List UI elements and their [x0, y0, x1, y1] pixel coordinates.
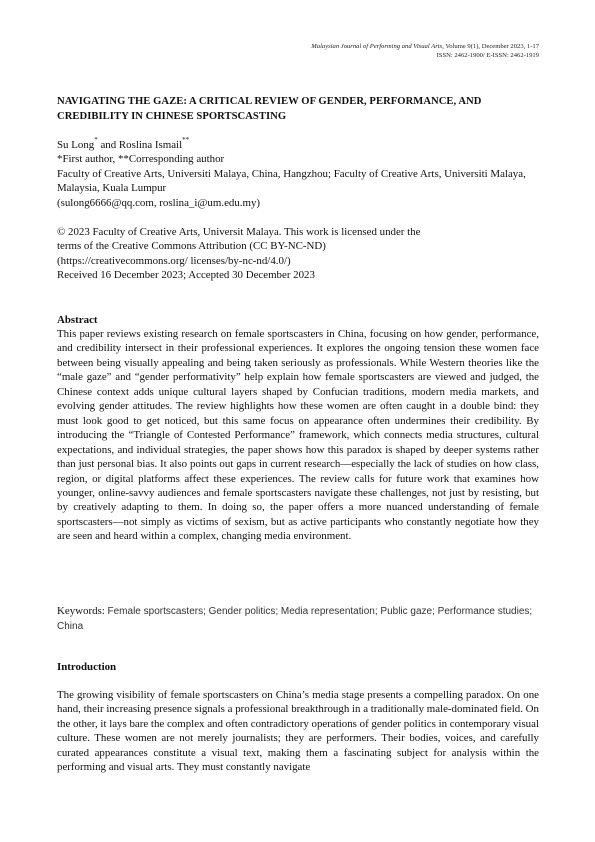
introduction-heading: Introduction [57, 661, 117, 673]
author-2: Roslina Ismail [118, 139, 183, 151]
journal-issue: , Volume 9(1), December 2023, 1-17 [442, 43, 539, 50]
introduction-text: The growing visibility of female sportscasters on China’s media stage presents a compelling paradox. On one hand, their increasing presence signals a professional breakthrough in a traditionally male-dominated field. On the other, it lays bare the complex and often contradictory operations of gender politics in contemporary visual culture. These women are not merely journalists; they are performers. Their bodies, voices, and carefully curated appearances constitute a visual text, making them a fascinating subject for analysis within the performing and visual arts. They must constantly navigate [57, 689, 539, 774]
license-block [57, 225, 477, 283]
license-url[interactable]: (https://creativecommons.org/ licenses/by-nc-nd/4.0/) [57, 254, 291, 267]
author-affiliation: Faculty of Creative Arts, Universiti Malaya, China, Hangzhou; Faculty of Creative Arts, Universiti Malaya, Malaysia, Kuala Lumpur [57, 167, 526, 195]
author-names [57, 138, 539, 152]
abstract-text: This paper reviews existing research on female sportscasters in China, focusing on how gender, performance, and credibility intersect in their professional experiences. It explores the ongoing tension these women face between being visually appealing and being taken seriously as professionals. While Western theories like the “male gaze” and “gender performativity” help explain how female sportscasters are viewed and judged, the Chinese context adds unique cultural layers shaped by Confucian traditions, modern media markets, and evolving gender attitudes. The review highlights how these women are often caught in a double bind: they must look good to get noticed, but this same focus on appearance often undermines their credibility. By introducing the “Triangle of Contested Performance” framework, which connects media structures, cultural expectations, and individual strategies, the paper shows how this paradox is shaped by deeper systems rather than just personal bias. It also points out gaps in current research—especially the lack of studies on how class, region, or digital platforms affect these experiences. The review calls for future work that examines how younger, online-savvy audiences and female sportscasters navigate these challenges, not just by resisting, but by creatively adapting to them. In doing so, the paper offers a more nuanced understanding of female sportscasters—not simply as victims of sexism, but as active participants who constantly negotiate how they are seen and heard within a complex, changing media environment. [57, 328, 539, 543]
author-roles: *First author, **Corresponding author [57, 153, 225, 166]
received-accepted-dates: Received 16 December 2023; Accepted 30 December 2023 [57, 269, 315, 282]
author-emails[interactable]: (sulong6666@qq.com, roslina_i@um.edu.my) [57, 196, 261, 209]
journal-name: Malaysian Journal of Performing and Visual Arts [311, 43, 443, 50]
license-line-1: © 2023 Faculty of Creative Arts, Universit Malaya. This work is licensed under the [57, 226, 421, 238]
running-header [311, 42, 539, 60]
author-1: Su Long [57, 139, 95, 151]
author-block [57, 138, 539, 210]
author-2-mark: ** [182, 136, 190, 145]
abstract-heading: Abstract [57, 314, 98, 326]
journal-issn: ISSN: 2462-1900/ E-ISSN: 2462-1919 [436, 52, 539, 59]
journal-citation [311, 42, 539, 51]
author-conjunction: and [97, 139, 119, 151]
paper-title: NAVIGATING THE GAZE: A CRITICAL REVIEW OF GENDER, PERFORMANCE, AND CREDIBILITY IN CHINESE SPORTSCASTING [57, 96, 482, 122]
author-1-mark: * [94, 136, 98, 145]
keywords-text: Female sportscasters; Gender politics; Media representation; Public gaze; Performance studies; China [57, 606, 533, 633]
license-line-2: terms of the Creative Commons Attribution (CC BY-NC-ND) [57, 240, 326, 253]
keywords-block [57, 604, 539, 635]
keywords-label: Keywords: [57, 605, 108, 617]
